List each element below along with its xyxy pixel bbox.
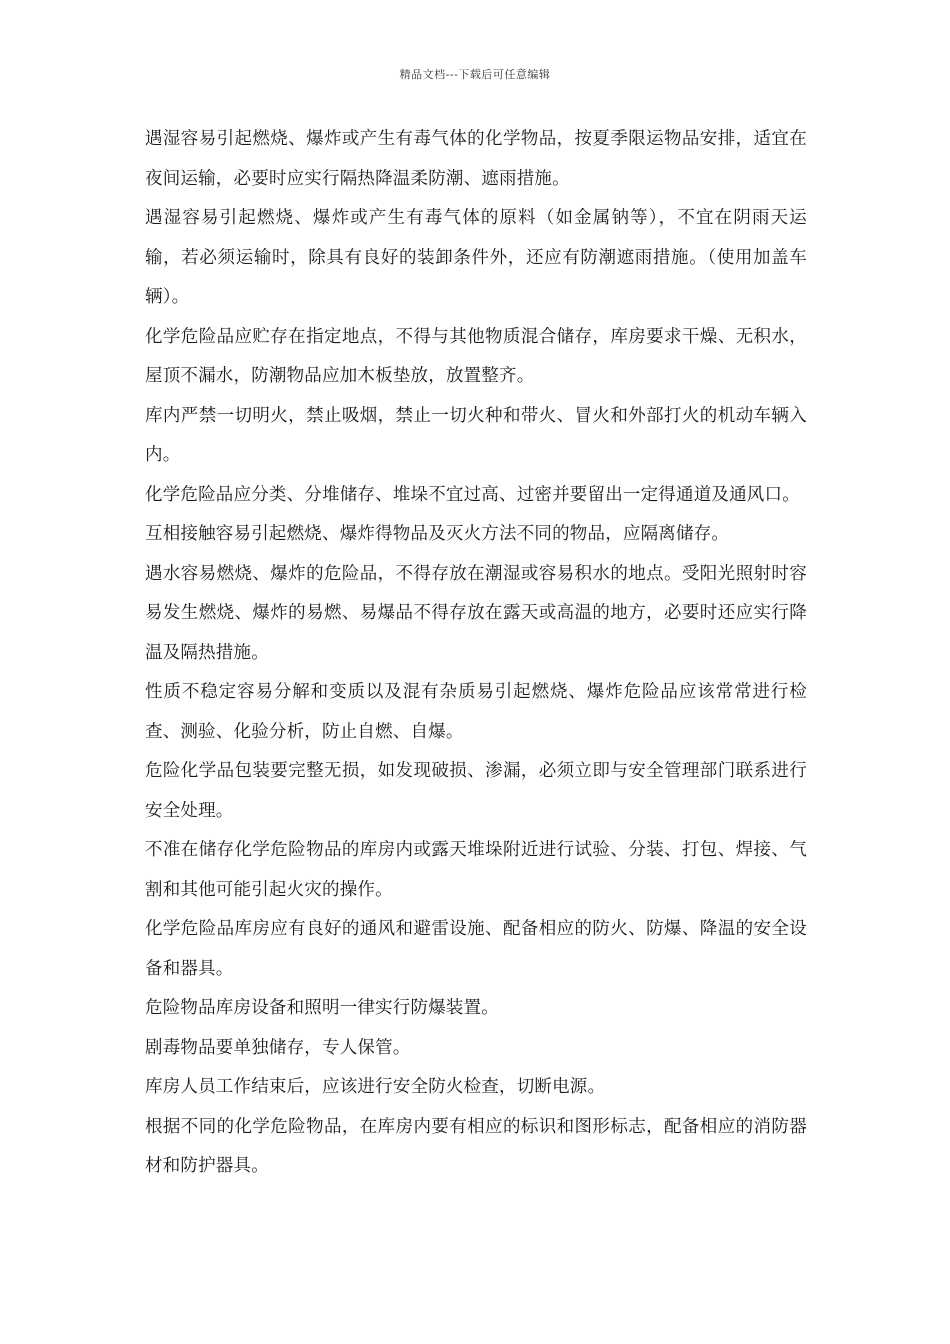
paragraph: 根据不同的化学危险物品，在库房内要有相应的标识和图形标志，配备相应的消防器材和防护器具。: [145, 1116, 807, 1176]
paragraph: 遇湿容易引起燃烧、爆炸或产生有毒气体的化学物品，按夏季限运物品安排，适宜在夜间运输，必要时应实行隔热降温柔防潮、遮雨措施。: [145, 129, 807, 189]
paragraph: 遇湿容易引起燃烧、爆炸或产生有毒气体的原料（如金属钠等），不宜在阴雨天运输，若必须运输时，除具有良好的装卸条件外，还应有防潮遮雨措施。（使用加盖车辆）。: [145, 208, 807, 307]
paragraph: 剧毒物品要单独储存，专人保管。: [145, 1037, 411, 1058]
paragraph: 互相接触容易引起燃烧、爆炸得物品及灭火方法不同的物品，应隔离储存。: [145, 524, 730, 544]
document-body: [145, 120, 807, 1187]
paragraph: 遇水容易燃烧、爆炸的危险品，不得存放在潮湿或容易积水的地点。受阳光照射时容易发生燃烧、爆炸的易燃、易爆品不得存放在露天或高温的地方，必要时还应实行降温及隔热措施。: [145, 563, 807, 663]
paragraph: 库房人员工作结束后，应该进行安全防火检查，切断电源。: [145, 1077, 606, 1097]
page-header: 精品文档---下载后可任意编辑: [399, 68, 551, 81]
paragraph: 化学危险品应贮存在指定地点，不得与其他物质混合储存，库房要求干燥、无积水，屋顶不漏水，防潮物品应加木板垫放，放置整齐。: [145, 326, 807, 386]
paragraph: 危险物品库房设备和照明一律实行防爆装置。: [145, 998, 499, 1018]
paragraph: 化学危险品应分类、分堆储存、堆垛不宜过高、过密并要留出一定得通道及通风口。: [145, 484, 800, 505]
paragraph: 性质不稳定容易分解和变质以及混有杂质易引起燃烧、爆炸危险品应该常常进行检查、测验、化验分析，防止自燃、自爆。: [145, 682, 807, 742]
paragraph: 库内严禁一切明火，禁止吸烟，禁止一切火种和带火、冒火和外部打火的机动车辆入内。: [145, 405, 807, 465]
paragraph: 危险化学品包装要完整无损，如发现破损、渗漏，必须立即与安全管理部门联系进行安全处理。: [145, 761, 807, 821]
paragraph: 化学危险品库房应有良好的通风和避雷设施、配备相应的防火、防爆、降温的安全设备和器具。: [145, 919, 807, 979]
paragraph: 不准在储存化学危险物品的库房内或露天堆垛附近进行试验、分装、打包、焊接、气割和其他可能引起火灾的操作。: [145, 840, 807, 900]
